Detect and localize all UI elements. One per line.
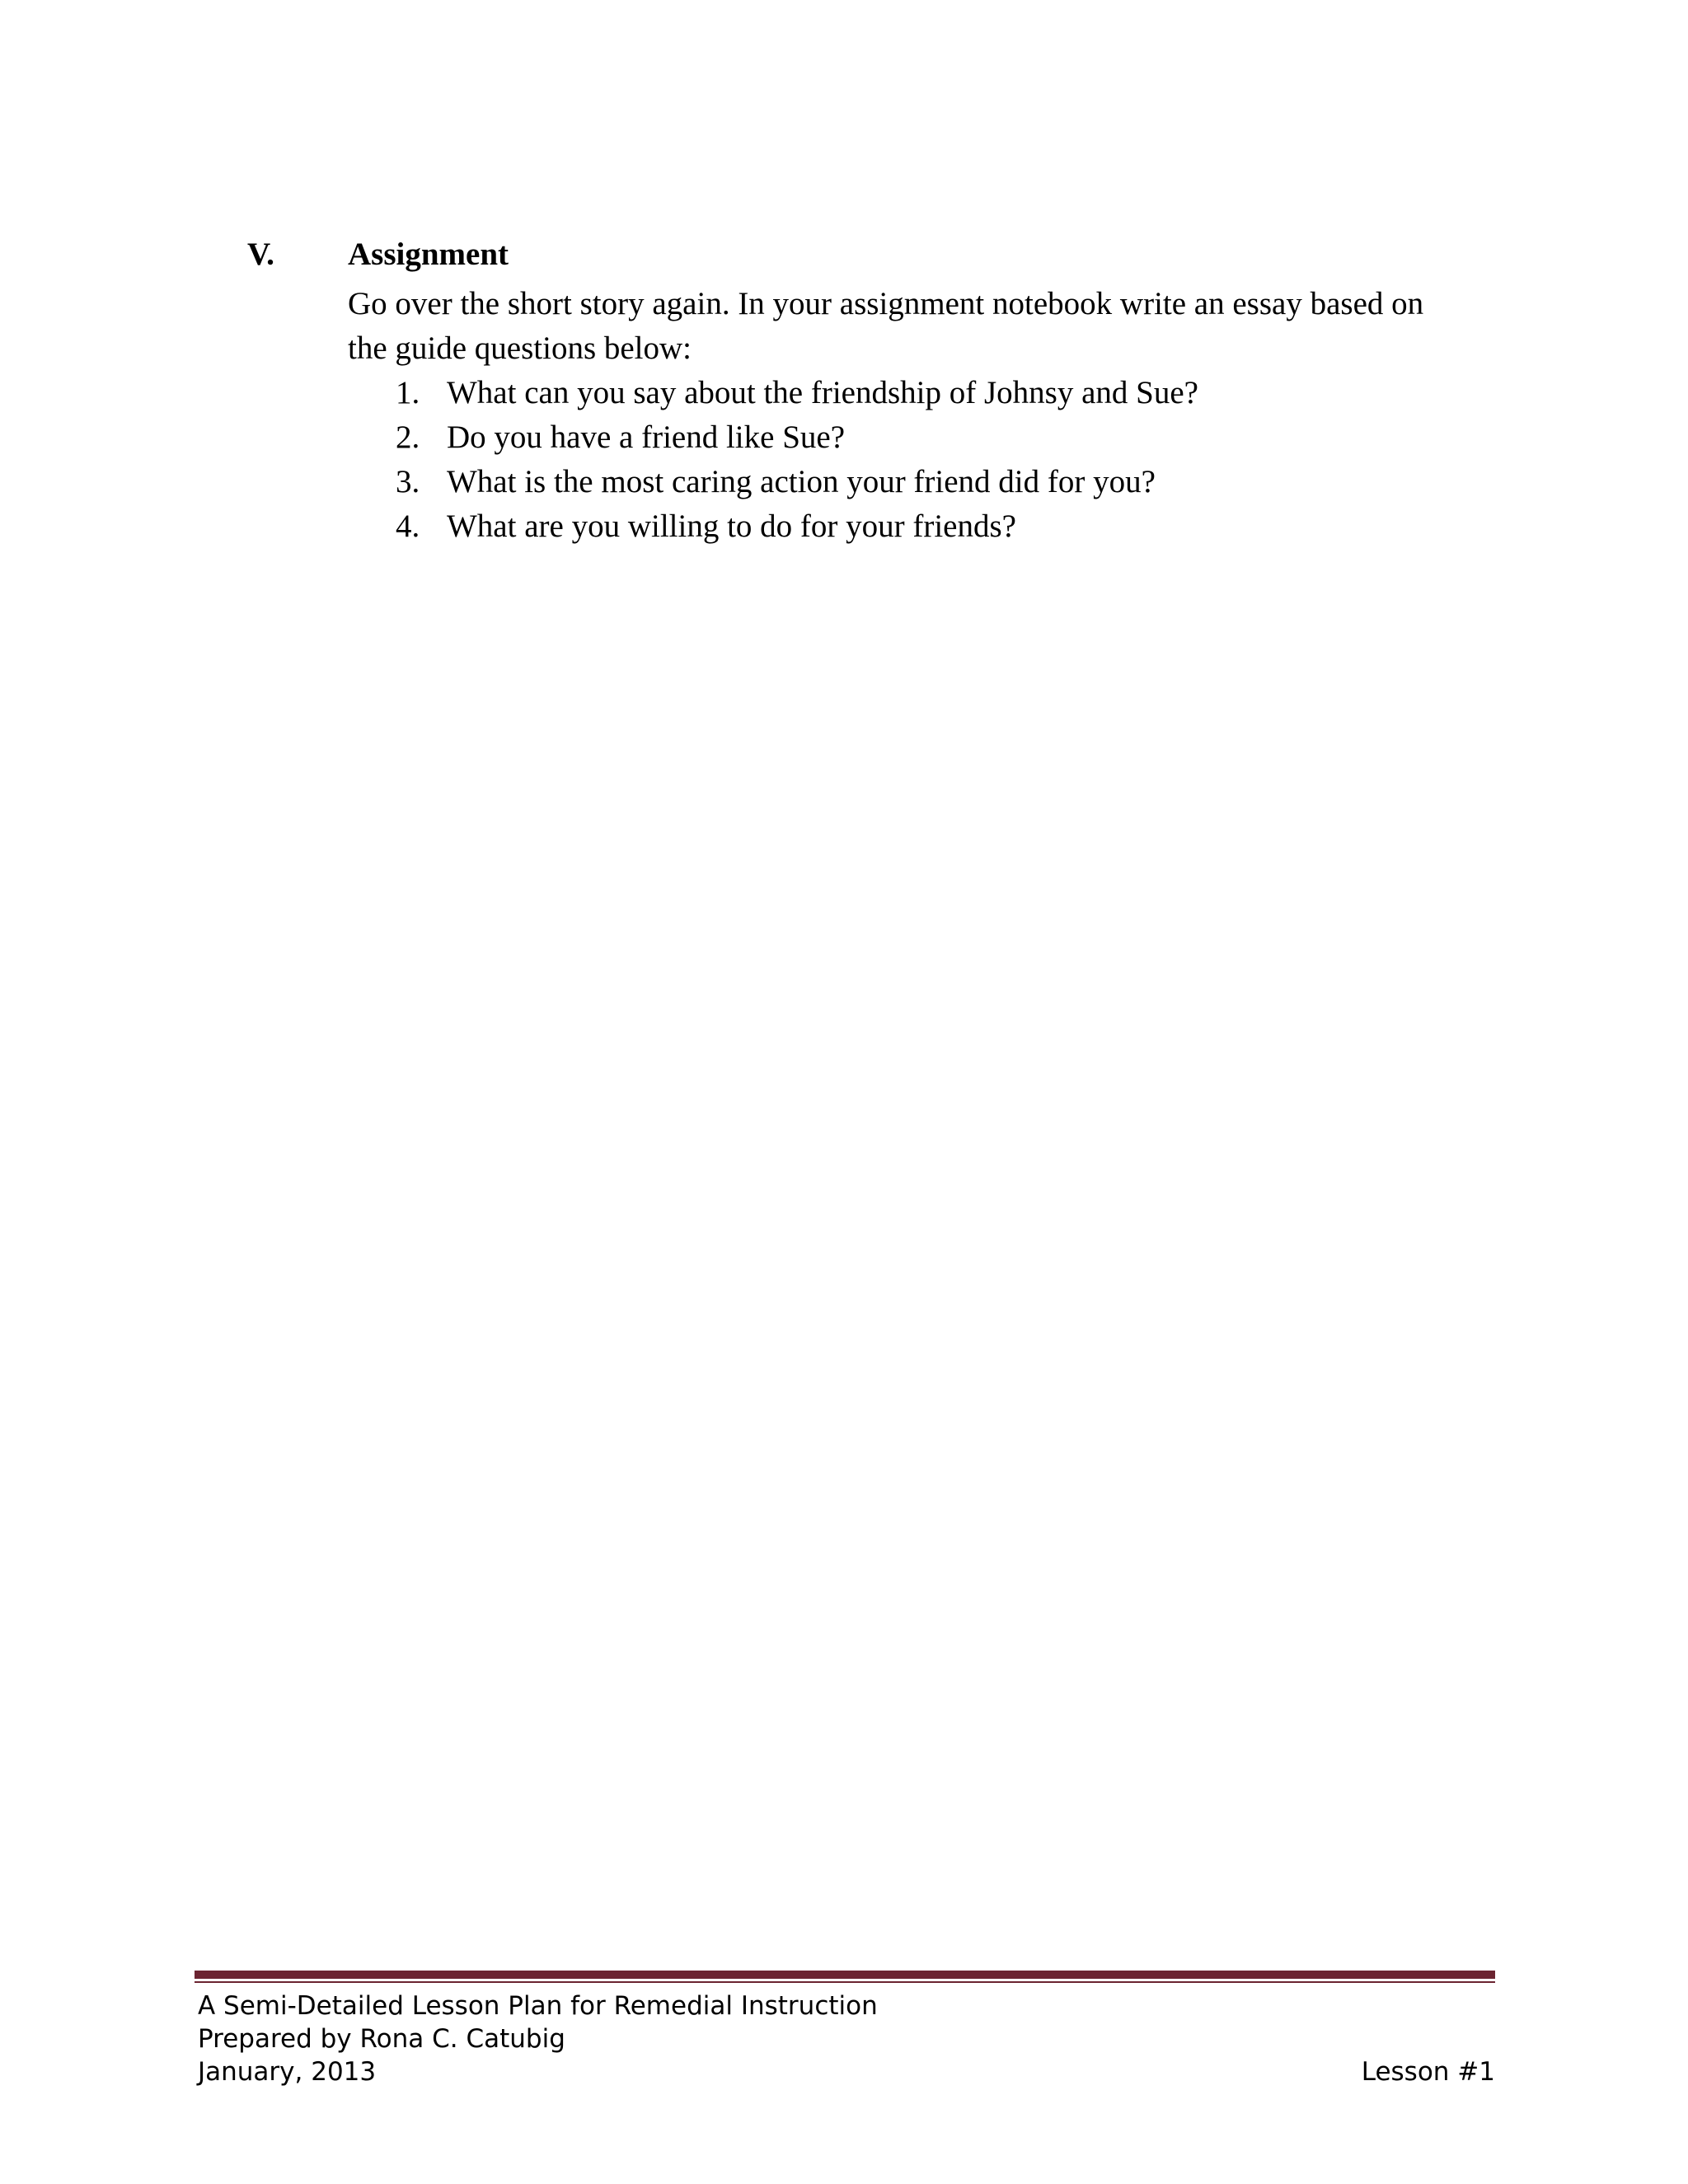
section-heading: Assignment [348, 237, 509, 272]
list-item [396, 415, 1452, 460]
assignment-instructions: Go over the short story again. In your assignment notebook write an essay based on the guide questions below: [348, 286, 1424, 366]
question-number: 1. [396, 375, 420, 410]
footer-lesson-number: Lesson #1 [1361, 2057, 1495, 2087]
list-item [396, 460, 1452, 504]
list-item [396, 371, 1452, 415]
footer-rule-thick [195, 1971, 1495, 1979]
list-item [396, 504, 1452, 549]
section-header [247, 236, 1484, 282]
footer-author: Prepared by Rona C. Catubig [198, 2024, 565, 2054]
guide-questions-list [348, 371, 1452, 549]
footer-text [195, 1990, 1495, 2088]
question-number: 3. [396, 464, 420, 499]
question-text: What is the most caring action your friend did for you? [447, 464, 1156, 499]
footer-date: January, 2013 [198, 2057, 377, 2087]
section-numeral: V. [247, 237, 274, 272]
footer-rule-thin [195, 1981, 1495, 1983]
page-footer [195, 1971, 1495, 2088]
assignment-section [247, 236, 1484, 549]
question-text: Do you have a friend like Sue? [447, 419, 846, 455]
question-text: What can you say about the friendship of Johnsy and Sue? [447, 375, 1198, 410]
footer-title: A Semi-Detailed Lesson Plan for Remedial Instruction [198, 1991, 878, 2021]
question-number: 4. [396, 509, 420, 544]
question-number: 2. [396, 419, 420, 455]
question-text: What are you willing to do for your friends? [447, 509, 1016, 544]
section-body [348, 282, 1452, 549]
footer-bottom-row [198, 2055, 1495, 2088]
